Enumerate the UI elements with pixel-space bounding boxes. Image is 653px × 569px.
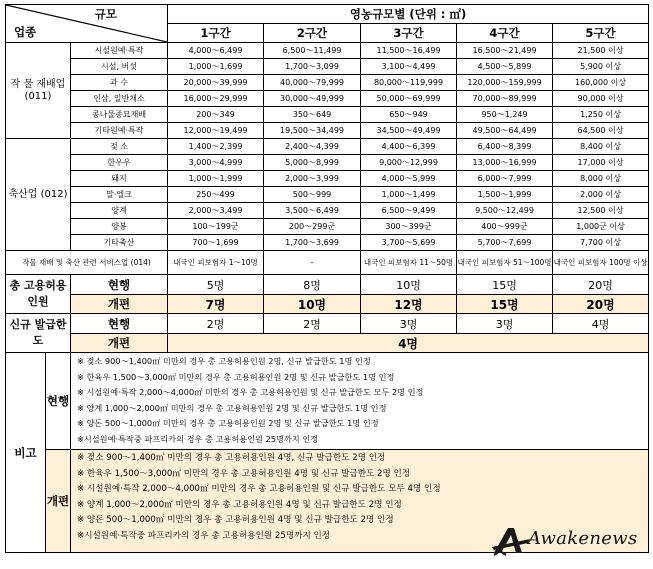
- cell: 4,000～6,499: [168, 43, 264, 59]
- cell: 6,500～9,499: [361, 203, 457, 219]
- row-name: 한우우: [71, 155, 168, 171]
- cell: 10명: [361, 275, 457, 295]
- cell: 6,500～11,499: [264, 43, 361, 59]
- cell: 34,500～49,499: [361, 123, 457, 139]
- cell: 3,500～6,499: [264, 203, 361, 219]
- scale-header: 규모: [94, 7, 118, 21]
- remark-line: ※ 시설원예·특작 2,000～4,000㎡ 미만의 경우 총 고용허용인원 및 신규 발급한도 모두 2명 인정: [77, 387, 424, 397]
- cell: 12명: [361, 295, 457, 314]
- remark-line: ※ 양계 1,000～2,000㎡ 미만의 경우 총 고용허용인원 2명 및 신규 발급한도 1명 인정: [77, 402, 387, 413]
- cell: 1,000～1,699: [168, 59, 264, 75]
- cell: 350～649: [264, 107, 361, 123]
- current-label: 현행: [71, 314, 168, 334]
- cell: 내국인 피보험자 1～10명: [168, 251, 264, 275]
- tier-header: 2구간: [264, 24, 361, 43]
- tier-header: 3구간: [361, 24, 457, 43]
- total-employment-label: 총 고용허용 인원: [6, 275, 71, 314]
- cell: 10명: [264, 295, 361, 314]
- tier-header: 1구간: [168, 24, 264, 43]
- cell: 4,500～5,899: [457, 59, 553, 75]
- cell: 8명: [264, 275, 361, 295]
- awakenews-logo-icon: [492, 525, 532, 557]
- cell: 2,400～4,399: [264, 139, 361, 155]
- area-title: 영농규모별 (단위 : ㎡): [168, 5, 649, 24]
- cell: 8,400 이상: [553, 139, 649, 155]
- cell: 내국인 피보험자 100명 이상: [553, 251, 649, 275]
- watermark-text: Awakenews: [528, 528, 638, 549]
- cell: 3,000～4,999: [168, 155, 264, 171]
- row-name: 시설원예·특작: [71, 43, 168, 59]
- cell: 300～399군: [361, 219, 457, 235]
- cell: 20명: [553, 295, 649, 314]
- remark-line: ※ 양돈 500～1,000㎡ 미만의 경우 총 고용허용인원 2명 및 신규 발급한도 1명 인정: [77, 418, 379, 428]
- cell: 950～1,249: [457, 107, 553, 123]
- cell: 내국인 피보험자 11～50명: [361, 251, 457, 275]
- remark-line: ※ 양계 1,000～2,000㎡ 미만의 경우 총 고용허용인원 4명 및 신규 발급한도 2명 인정: [77, 499, 402, 510]
- cell: 200～299군: [264, 219, 361, 235]
- current-label: 현행: [71, 275, 168, 295]
- cell: 8,000 이상: [553, 171, 649, 187]
- cell: 15명: [457, 295, 553, 314]
- cell: 500～999: [264, 187, 361, 203]
- cell: 4,400～6,399: [361, 139, 457, 155]
- cell: 2,000 이상: [553, 187, 649, 203]
- cell: 120,000～159,999: [457, 75, 553, 91]
- cell: 650～949: [361, 107, 457, 123]
- cell: 6,400～8,399: [457, 139, 553, 155]
- cell: 100～199군: [168, 219, 264, 235]
- tier-header: 4구간: [457, 24, 553, 43]
- cell: 2,000～3,499: [168, 203, 264, 219]
- cell: 250～499: [168, 187, 264, 203]
- remark-line: ※ 양돈 500～1,000㎡ 미만의 경우 총 고용허용인원 4명 및 신규 발급한도 2명 인정: [77, 515, 394, 525]
- cell: 50,000～69,999: [361, 91, 457, 107]
- cell: 7명: [168, 295, 264, 314]
- cell: 16,000～29,999: [168, 91, 264, 107]
- cell: 3,700～5,699: [361, 235, 457, 251]
- cell: 12,000～19,499: [168, 123, 264, 139]
- remarks-current: [71, 353, 649, 450]
- row-name: 기타원예·특작: [71, 123, 168, 139]
- remark-line: ※ 한육우 1,500～3,000㎡ 미만의 경우 총 고용허용인원 4명 및 신규 발급한도 2명 인정: [77, 468, 411, 479]
- cell: 90,000 이상: [553, 91, 649, 107]
- cell: 17,000 이상: [553, 155, 649, 171]
- cell: 40,000～79,999: [264, 75, 361, 91]
- cell: 9,500～12,499: [457, 203, 553, 219]
- industry-header: 업종: [14, 25, 37, 39]
- remark-line: ※ 젖소 900～1,400㎡ 미만의 경우 총 고용허용인원 4명, 신규 발급한도 2명 인정: [77, 453, 386, 463]
- cell: 1,000～1,999: [168, 171, 264, 187]
- cell: 3명: [457, 314, 553, 334]
- cell: 1,700～3,699: [264, 235, 361, 251]
- cell: 1,000군 이상: [553, 219, 649, 235]
- cell: 1,400～2,399: [168, 139, 264, 155]
- cell: 4명: [168, 334, 649, 353]
- cell: 15명: [457, 275, 553, 295]
- cell: 5,700～7,699: [457, 235, 553, 251]
- cell: 1,000～1,499: [361, 187, 457, 203]
- cell: 5명: [168, 275, 264, 295]
- cell: 20명: [553, 275, 649, 295]
- cell: 70,000～89,999: [457, 91, 553, 107]
- cell: 64,500 이상: [553, 123, 649, 139]
- cell: 6,000～7,999: [457, 171, 553, 187]
- revised-label: 개편: [71, 334, 168, 353]
- cell: 12,500 이상: [553, 203, 649, 219]
- cell: 4,000～5,999: [361, 171, 457, 187]
- cell: 1,250 이상: [553, 107, 649, 123]
- remark-line: ※시설원예·특작중 파프리카의 경우 총 고용허용인원 25명까지 인정: [77, 433, 319, 444]
- remarks-label: 비고: [6, 353, 46, 553]
- row-name: 인삼, 일반채소: [71, 91, 168, 107]
- cell: 1,700～3,099: [264, 59, 361, 75]
- row-name: 기타축산: [71, 235, 168, 251]
- cell: 20,000～39,999: [168, 75, 264, 91]
- cell: 30,000～49,999: [264, 91, 361, 107]
- employment-quota-table: [5, 4, 649, 553]
- cell: 2명: [264, 314, 361, 334]
- row-name: 콩나물종묘재배: [71, 107, 168, 123]
- cell: 49,500～64,499: [457, 123, 553, 139]
- row-name: 말·엘크: [71, 187, 168, 203]
- row-name: 양봉: [71, 219, 168, 235]
- cell: 9,000～12,999: [361, 155, 457, 171]
- remark-line: ※시설원예·특작중 파프리카의 경우 총 고용허용인원 25명까지 인정: [77, 530, 331, 541]
- cell: 1,500～1,999: [457, 187, 553, 203]
- cell: 5,000～8,999: [264, 155, 361, 171]
- cell: 80,000～119,999: [361, 75, 457, 91]
- new-issue-label: 신규 발급한도: [6, 314, 71, 353]
- remark-line: ※ 한육우 1,500～3,000㎡ 미만의 경우 총 고용허용인원 2명 및 신규 발급한도 1명 인정: [77, 371, 395, 382]
- remark-line: ※ 젖소 900～1,400㎡ 미만의 경우 총 고용허용인원 2명, 신규 발급한도 1명 인정: [77, 356, 371, 366]
- cell: 3명: [361, 314, 457, 334]
- cell: 2명: [168, 314, 264, 334]
- cell: 200～349: [168, 107, 264, 123]
- cell: 내국인 피보험자 51～100명: [457, 251, 553, 275]
- row-name: 젖 소: [71, 139, 168, 155]
- header-corner: [6, 5, 168, 43]
- remark-line: ※ 시설원예·특작 2,000～4,000㎡ 미만의 경우 총 고용허용인원 및 신규 발급한도 모두 4명 인정: [77, 484, 441, 494]
- cell: 16,500～21,499: [457, 43, 553, 59]
- cell: -: [264, 251, 361, 275]
- row-name: 시설, 버섯: [71, 59, 168, 75]
- revised-label: 개편: [71, 295, 168, 314]
- revised-label: 개편: [46, 450, 71, 553]
- cell: 13,000～16,999: [457, 155, 553, 171]
- cell: 700～1,699: [168, 235, 264, 251]
- watermark-logo: [492, 525, 642, 557]
- row-name: 양계: [71, 203, 168, 219]
- current-label: 현행: [46, 353, 71, 450]
- row-name: 돼지: [71, 171, 168, 187]
- cell: 400～999군: [457, 219, 553, 235]
- cell: 21,500 이상: [553, 43, 649, 59]
- cell: 7,700 이상: [553, 235, 649, 251]
- service-group-label: 작물 재배 및 축산 관련 서비스업 (014): [6, 251, 168, 275]
- cell: 160,000 이상: [553, 75, 649, 91]
- tier-header: 5구간: [553, 24, 649, 43]
- crop-group-label: 작 물 재배업 (011): [6, 43, 71, 139]
- cell: 5,900 이상: [553, 59, 649, 75]
- cell: 11,500～16,499: [361, 43, 457, 59]
- cell: 4명: [553, 314, 649, 334]
- cell: 19,500～34,499: [264, 123, 361, 139]
- row-name: 과 수: [71, 75, 168, 91]
- cell: 3,100～4,499: [361, 59, 457, 75]
- cell: 2,000～3,999: [264, 171, 361, 187]
- livestock-group-label: 축산업 (012): [6, 139, 71, 251]
